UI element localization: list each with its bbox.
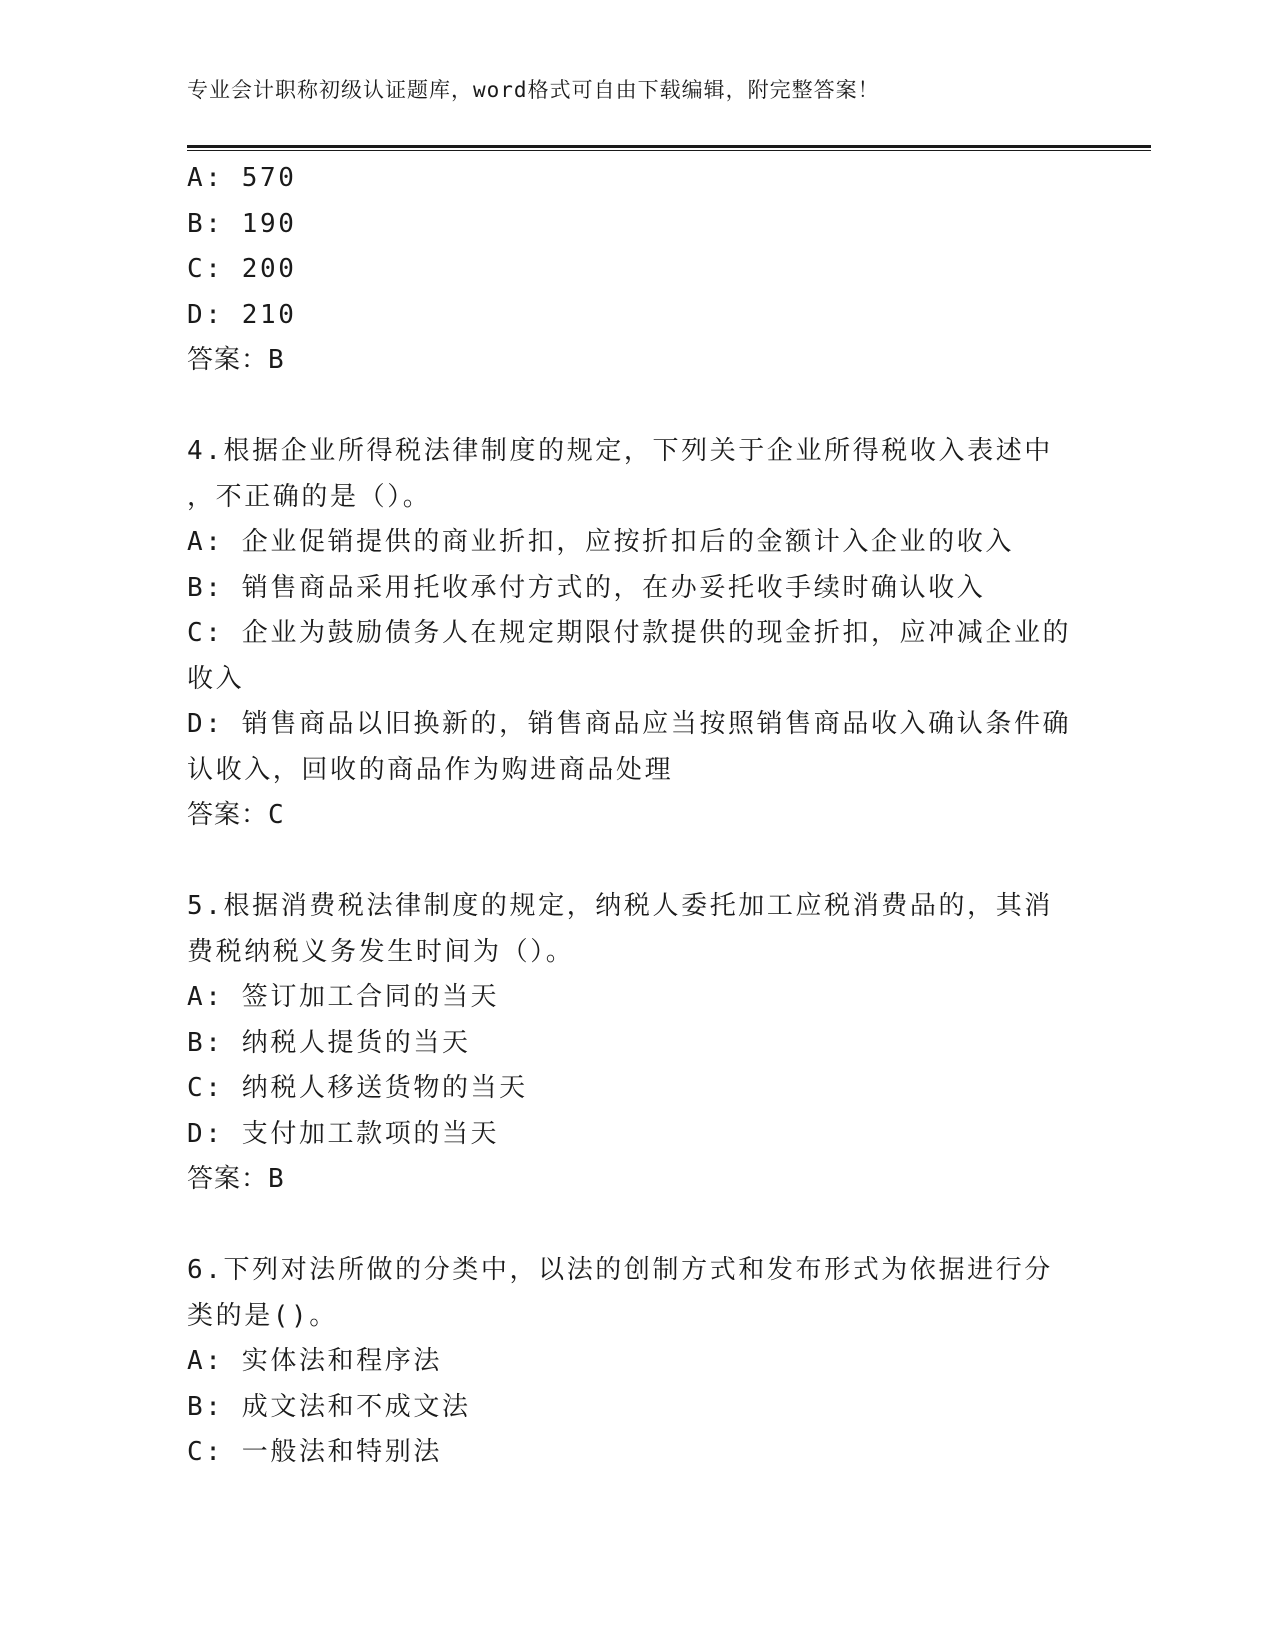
q5-option-b: B: 纳税人提货的当天: [187, 1027, 471, 1058]
q5-option-a: A: 签订加工合同的当天: [187, 982, 500, 1012]
q3-option-c: C: 200: [187, 254, 297, 284]
q6-option-a: A: 实体法和程序法: [187, 1346, 442, 1376]
q4-option-c-cont: 收入: [187, 663, 245, 694]
q4-option-a: A: 企业促销提供的商业折扣，应按折扣后的金额计入企业的收入: [187, 527, 1014, 557]
q4-stem-line-1: 4.根据企业所得税法律制度的规定，下列关于企业所得税收入表述中: [187, 436, 1053, 466]
q4-option-b: B: 销售商品采用托收承付方式的，在办妥托收手续时确认收入: [187, 572, 986, 603]
q4-option-d-cont: 认收入，回收的商品作为购进商品处理: [187, 754, 674, 785]
spacer: [187, 1203, 1087, 1249]
q5-option-c: C: 纳税人移送货物的当天: [187, 1073, 528, 1103]
q5-stem-line-1: 5.根据消费税法律制度的规定，纳税人委托加工应税消费品的，其消: [187, 891, 1053, 921]
q3-option-a: A: 570: [187, 163, 297, 193]
q3-answer: 答案：B: [187, 345, 285, 375]
q3-option-b: B: 190: [187, 208, 297, 239]
header-rule-thin: [187, 150, 1151, 151]
header-rule-thick: [187, 145, 1151, 148]
page-header: 专业会计职称初级认证题库，word格式可自由下载编辑，附完整答案！: [187, 78, 880, 102]
q6-option-c: C: 一般法和特别法: [187, 1437, 442, 1467]
q4-answer: 答案：C: [187, 800, 285, 830]
spacer: [187, 384, 1087, 430]
q4-stem-line-2: ，不正确的是（）。: [187, 481, 432, 512]
q5-answer: 答案：B: [187, 1164, 285, 1194]
q6-stem-line-2: 类的是()。: [187, 1300, 338, 1331]
q4-option-c: C: 企业为鼓励债务人在规定期限付款提供的现金折扣，应冲减企业的: [187, 618, 1072, 648]
q6-stem-line-1: 6.下列对法所做的分类中，以法的创制方式和发布形式为依据进行分: [187, 1255, 1053, 1285]
q4-option-d: D: 销售商品以旧换新的，销售商品应当按照销售商品收入确认条件确: [187, 709, 1072, 739]
spacer: [187, 839, 1087, 885]
question-content: [187, 156, 1087, 1476]
q3-option-d: D: 210: [187, 299, 297, 330]
q5-option-d: D: 支付加工款项的当天: [187, 1118, 500, 1149]
q5-stem-line-2: 费税纳税义务发生时间为（）。: [187, 936, 575, 967]
q6-option-b: B: 成文法和不成文法: [187, 1391, 471, 1422]
